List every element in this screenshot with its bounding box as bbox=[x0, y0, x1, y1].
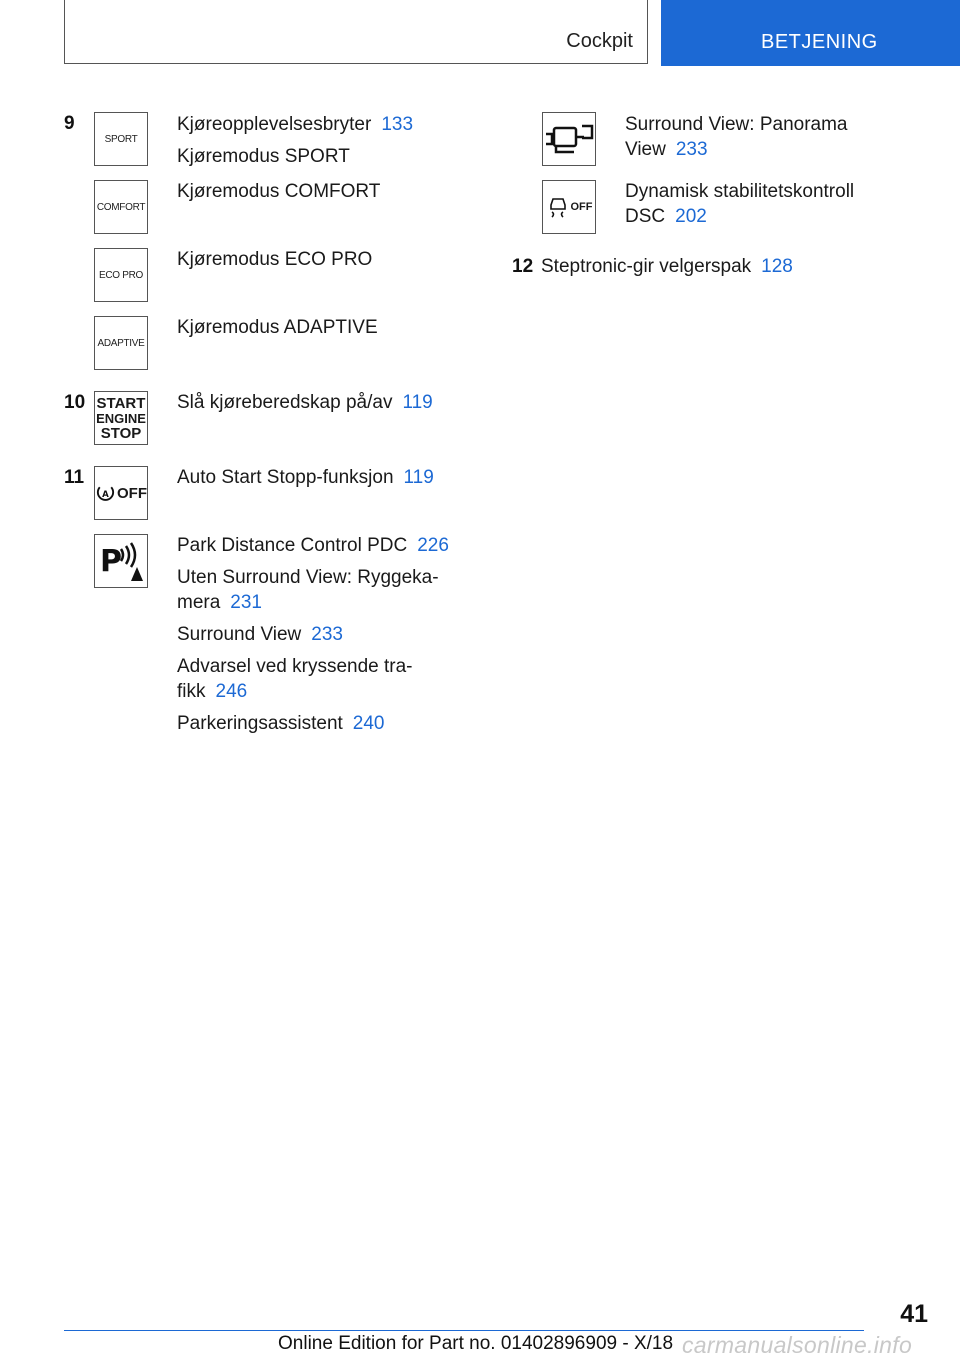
page-ref-link[interactable]: 240 bbox=[352, 713, 385, 734]
chapter-title: BETJENING bbox=[761, 31, 878, 53]
page-ref-link[interactable]: 119 bbox=[402, 392, 433, 413]
pdc-button-icon bbox=[94, 534, 148, 588]
sport-button-icon: SPORT bbox=[94, 112, 148, 166]
page-number: 41 bbox=[900, 1300, 928, 1328]
page-ref-link[interactable]: 231 bbox=[230, 592, 262, 613]
auto-start-stop-symbol-icon bbox=[95, 482, 116, 504]
svg-text:P: P bbox=[100, 544, 122, 579]
pdc-text: Park Distance Control PDC 226 Uten Surround View: Ryggeka- mera 231 Surround View 233 Advarsel ved kryssende tra- fikk 246 Parkeringsassistent 240 bbox=[177, 535, 449, 734]
edition-text: Online Edition for Part no. 01402896909 - X/18 bbox=[278, 1333, 674, 1354]
watermark-text: carmanualsonline.info bbox=[682, 1332, 913, 1358]
page-ref-link[interactable]: 226 bbox=[417, 535, 449, 556]
item-number-11: 11 bbox=[64, 467, 85, 488]
item-12-text: Steptronic-gir velgerspak 128 bbox=[541, 256, 793, 277]
dsc-off-button-icon: OFF bbox=[542, 180, 596, 234]
car-skid-icon bbox=[546, 195, 570, 219]
adaptive-button-icon: ADAPTIVE bbox=[94, 316, 148, 370]
section-tab[interactable] bbox=[64, 0, 648, 64]
item-10-text: Slå kjøreberedskap på/av 119 bbox=[177, 392, 433, 413]
page-ref-link[interactable]: 133 bbox=[381, 114, 414, 135]
page-ref-link[interactable]: 128 bbox=[761, 256, 793, 277]
item-number-12: 12 bbox=[512, 256, 534, 277]
surround-view-text: Surround View: Panorama View 233 bbox=[625, 114, 848, 160]
item-9-text: Kjøreopplevelsesbryter 133 Kjøremodus SPORT bbox=[177, 114, 414, 167]
comfort-button-icon: COMFORT bbox=[94, 180, 148, 234]
eco-pro-button-icon: ECO PRO bbox=[94, 248, 148, 302]
adaptive-text: Kjøremodus ADAPTIVE bbox=[177, 317, 378, 338]
item-11-text: Auto Start Stopp-funksjon 119 bbox=[177, 467, 434, 488]
comfort-text: Kjøremodus COMFORT bbox=[177, 181, 381, 202]
page-ref-link[interactable]: 246 bbox=[215, 681, 248, 702]
auto-start-stop-off-icon: A OFF bbox=[94, 466, 148, 520]
chapter-tab[interactable] bbox=[661, 0, 960, 66]
svg-text:A: A bbox=[102, 489, 109, 500]
item-number-10: 10 bbox=[64, 392, 86, 413]
page-ref-link[interactable]: 119 bbox=[403, 467, 434, 488]
start-stop-button-icon: START ENGINE STOP bbox=[94, 391, 148, 445]
item-number-9: 9 bbox=[64, 113, 75, 134]
section-title: Cockpit bbox=[566, 30, 633, 52]
eco-pro-text: Kjøremodus ECO PRO bbox=[177, 249, 373, 270]
page-ref-link[interactable]: 202 bbox=[675, 206, 707, 227]
page-ref-link[interactable]: 233 bbox=[311, 624, 343, 645]
page-header bbox=[0, 0, 960, 66]
surround-view-camera-icon bbox=[542, 112, 596, 166]
dsc-text: Dynamisk stabilitetskontroll DSC 202 bbox=[625, 181, 855, 227]
footer-divider bbox=[64, 1330, 864, 1331]
page-ref-link[interactable]: 233 bbox=[675, 139, 708, 160]
